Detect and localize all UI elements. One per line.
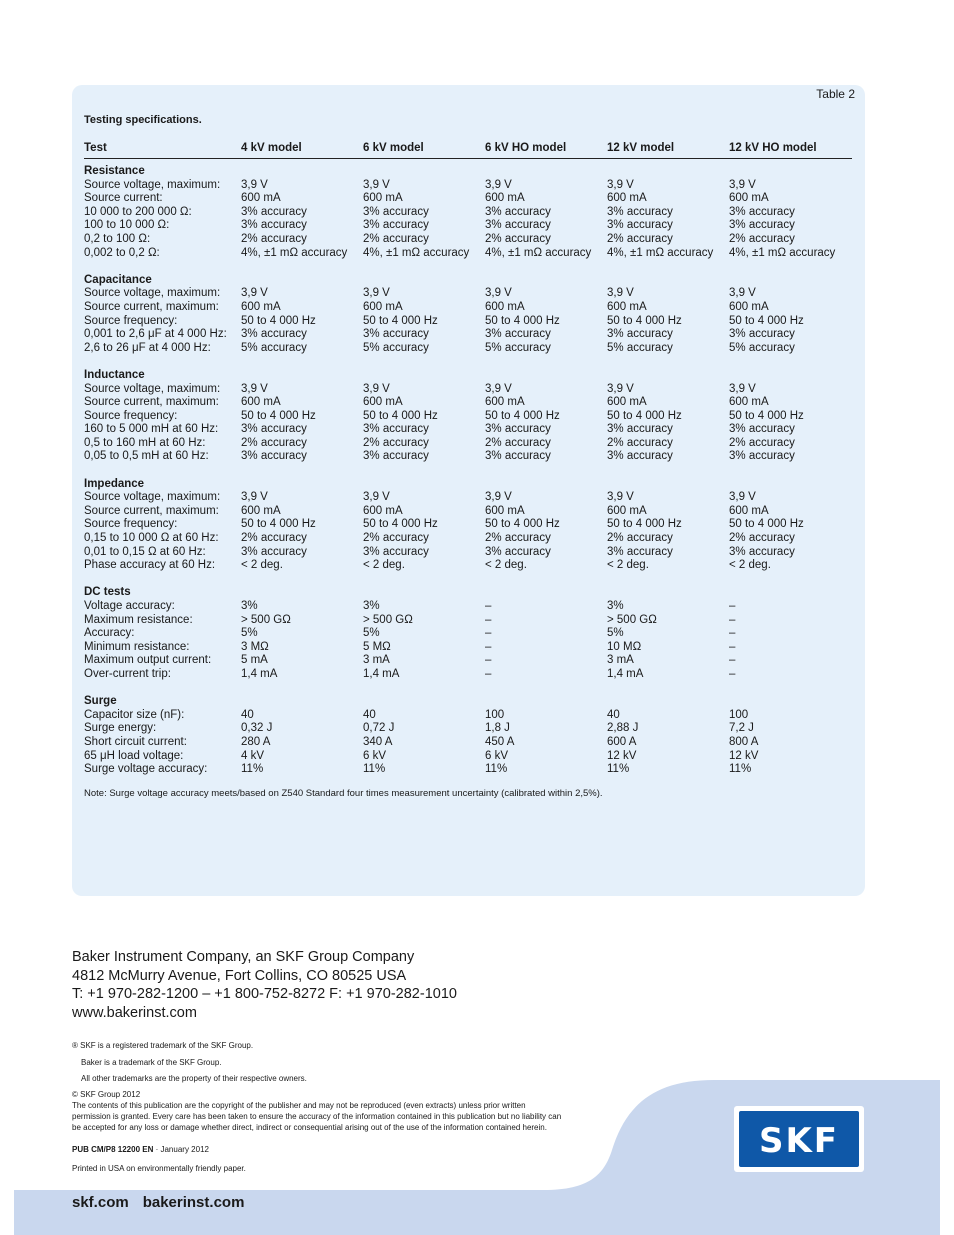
table-cell: 2% accuracy: [363, 436, 429, 449]
table-row: [84, 546, 864, 560]
table-cell: 280 A: [241, 735, 271, 748]
table-cell: < 2 deg.: [241, 559, 283, 572]
table-cell: 40: [241, 708, 254, 721]
skf-link[interactable]: skf.com: [72, 1194, 129, 1211]
table-row: [84, 437, 864, 451]
table-row: [84, 179, 864, 193]
table-cell: 50 to 4 000 Hz: [729, 518, 804, 531]
table-cell: 3,9 V: [607, 287, 634, 300]
table-cell: 3% accuracy: [729, 423, 795, 436]
table-row: [84, 315, 864, 329]
publication-date: · January 2012: [153, 1145, 209, 1154]
table-cell: 100: [729, 708, 749, 721]
table-cell: 3,9 V: [485, 382, 512, 395]
table-cell: 3% accuracy: [241, 450, 307, 463]
table-cell: 5%: [607, 627, 624, 640]
table-cell: 2% accuracy: [241, 532, 307, 545]
section-title: Surge: [84, 695, 117, 708]
row-label: 100 to 10 000 Ω:: [84, 219, 170, 232]
table-cell: 5% accuracy: [729, 341, 795, 354]
row-label: 0,01 to 0,15 Ω at 60 Hz:: [84, 545, 206, 558]
row-label: 0,15 to 10 000 Ω at 60 Hz:: [84, 532, 219, 545]
table-row: [84, 654, 864, 668]
table-row: [84, 559, 864, 573]
row-label: Capacitor size (nF):: [84, 708, 185, 721]
table-cell: 3 mA: [363, 654, 390, 667]
table-row: [84, 709, 864, 723]
table-cell: > 500 GΩ: [363, 613, 413, 626]
table-cell: 3,9 V: [485, 178, 512, 191]
table-row: [84, 301, 864, 315]
table-cell: 5 mA: [241, 654, 268, 667]
table-header-row: [84, 140, 852, 159]
table-cell: 3% accuracy: [729, 219, 795, 232]
printed-note: Printed in USA on environmentally friendly paper.: [72, 1164, 246, 1173]
column-header: Test: [84, 142, 107, 154]
table-cell: 2% accuracy: [729, 436, 795, 449]
street-address: 4812 McMurry Avenue, Fort Collins, CO 80525 USA: [72, 967, 407, 984]
table-cell: 50 to 4 000 Hz: [363, 314, 438, 327]
table-cell: 4%, ±1 mΩ accuracy: [363, 246, 470, 259]
row-label: Maximum output current:: [84, 654, 212, 667]
row-label: Source voltage, maximum:: [84, 382, 221, 395]
table-cell: 12 kV: [729, 749, 759, 762]
table-cell: 2% accuracy: [607, 532, 673, 545]
table-row: [84, 233, 864, 247]
table-cell: 600 mA: [485, 192, 525, 205]
table-row: [84, 450, 864, 464]
table-cell: 3 mA: [607, 654, 634, 667]
table-cell: 100: [485, 708, 505, 721]
table-cell: 3% accuracy: [485, 328, 551, 341]
table-cell: 3% accuracy: [607, 219, 673, 232]
table-cell: 3% accuracy: [485, 450, 551, 463]
table-cell: < 2 deg.: [729, 559, 771, 572]
table-row: [84, 206, 864, 220]
table-cell: 600 mA: [729, 192, 769, 205]
table-cell: 0,32 J: [241, 722, 273, 735]
table-cell: 3% accuracy: [363, 328, 429, 341]
column-header: 4 kV model: [241, 142, 302, 154]
table-cell: 2% accuracy: [485, 436, 551, 449]
table-cell: 600 mA: [485, 504, 525, 517]
skf-logo-mark: [734, 1106, 864, 1172]
table-row: [84, 750, 864, 764]
table-cell: 600 mA: [241, 504, 281, 517]
table-cell: 1,4 mA: [607, 667, 644, 680]
row-label: 2,6 to 26 μF at 4 000 Hz:: [84, 341, 211, 354]
table-cell: 600 mA: [607, 300, 647, 313]
table-row: [84, 383, 864, 397]
row-label: Maximum resistance:: [84, 613, 193, 626]
table-cell: 600 mA: [363, 192, 403, 205]
table-cell: 1,4 mA: [241, 667, 278, 680]
table-row: [84, 396, 864, 410]
table-cell: 2% accuracy: [363, 232, 429, 245]
section-inductance: [84, 369, 864, 464]
table-cell: 50 to 4 000 Hz: [607, 518, 682, 531]
skf-logo: [734, 1106, 864, 1172]
table-cell: 3,9 V: [363, 287, 390, 300]
table-cell: < 2 deg.: [607, 559, 649, 572]
table-cell: 600 A: [607, 735, 637, 748]
table-cell: 5% accuracy: [241, 341, 307, 354]
table-cell: 3% accuracy: [729, 328, 795, 341]
table-row: [84, 736, 864, 750]
table-cell: 3% accuracy: [607, 328, 673, 341]
table-cell: 3% accuracy: [485, 205, 551, 218]
table-cell: < 2 deg.: [485, 559, 527, 572]
table-cell: 5% accuracy: [607, 341, 673, 354]
table-cell: 4%, ±1 mΩ accuracy: [729, 246, 836, 259]
table-cell: 3,9 V: [241, 382, 268, 395]
table-cell: –: [485, 667, 492, 680]
table-cell: < 2 deg.: [363, 559, 405, 572]
table-cell: 50 to 4 000 Hz: [241, 314, 316, 327]
table-row: [84, 600, 864, 614]
table-cell: 600 mA: [363, 396, 403, 409]
table-cell: 1,4 mA: [363, 667, 400, 680]
table-cell: 3,9 V: [729, 382, 756, 395]
table-row: [84, 518, 864, 532]
table-cell: 600 mA: [729, 504, 769, 517]
table-cell: 0,72 J: [363, 722, 395, 735]
table-cell: 50 to 4 000 Hz: [241, 409, 316, 422]
table-cell: 3,9 V: [607, 178, 634, 191]
table-row: [84, 219, 864, 233]
table-cell: 2% accuracy: [241, 232, 307, 245]
table-cell: 3,9 V: [241, 287, 268, 300]
spec-table-panel: [72, 85, 865, 896]
table-cell: 600 mA: [607, 504, 647, 517]
column-header: 12 kV model: [607, 142, 675, 154]
table-cell: 5% accuracy: [485, 341, 551, 354]
table-cell: 600 mA: [363, 300, 403, 313]
table-cell: 2% accuracy: [729, 232, 795, 245]
table-cell: 3,9 V: [729, 491, 756, 504]
table-cell: 3% accuracy: [363, 219, 429, 232]
table-cell: 3%: [607, 600, 624, 612]
table-cell: 600 mA: [363, 504, 403, 517]
table-cell: –: [729, 627, 736, 640]
table-row: [84, 192, 864, 206]
table-note: Note: Surge voltage accuracy meets/based on Z540 Standard four times measurement uncertainty (calibrated within 2,5%).: [84, 788, 603, 799]
table-cell: 6 kV: [485, 749, 509, 762]
table-cell: –: [729, 640, 736, 653]
row-label: Minimum resistance:: [84, 640, 190, 653]
table-cell: 12 kV: [607, 749, 637, 762]
table-cell: 3,9 V: [607, 382, 634, 395]
table-cell: 4%, ±1 mΩ accuracy: [241, 246, 348, 259]
row-label: 0,001 to 2,6 μF at 4 000 Hz:: [84, 328, 227, 341]
table-cell: 3% accuracy: [241, 219, 307, 232]
table-cell: –: [729, 600, 736, 612]
section-resistance: [84, 165, 864, 260]
website-link[interactable]: www.bakerinst.com: [72, 1004, 197, 1021]
table-cell: 5%: [363, 627, 380, 640]
table-cell: 2% accuracy: [485, 532, 551, 545]
company-name: Baker Instrument Company, an SKF Group Company: [72, 949, 415, 965]
table-cell: 3,9 V: [729, 287, 756, 300]
row-label: Over-current trip:: [84, 667, 171, 680]
table-cell: 11%: [363, 763, 386, 776]
table-cell: 3%: [363, 600, 380, 612]
table-cell: 3%: [241, 600, 258, 612]
table-cell: 2% accuracy: [729, 532, 795, 545]
table-row: [84, 668, 864, 682]
table-cell: 3% accuracy: [485, 423, 551, 436]
table-cell: 340 A: [363, 735, 393, 748]
section-title: DC tests: [84, 586, 131, 599]
table-cell: 50 to 4 000 Hz: [729, 409, 804, 422]
row-label: Source frequency:: [84, 314, 178, 327]
table-row: [84, 328, 864, 342]
table-cell: 50 to 4 000 Hz: [607, 314, 682, 327]
table-cell: 2,88 J: [607, 722, 639, 735]
row-label: Source current, maximum:: [84, 396, 219, 409]
publication-number: PUB CM/P8 12200 EN: [72, 1145, 154, 1154]
row-label: Source voltage, maximum:: [84, 491, 221, 504]
table-row: [84, 505, 864, 519]
table-cell: 3,9 V: [607, 491, 634, 504]
table-cell: 3% accuracy: [241, 545, 307, 558]
table-cell: 3% accuracy: [607, 450, 673, 463]
table-cell: 11%: [485, 763, 508, 776]
skf-logo-text: SKF: [758, 1121, 840, 1161]
table-body: [84, 165, 864, 790]
table-cell: 11%: [729, 763, 752, 776]
disclaimer-line-3: be accepted for any loss or damage whether direct, indirect or consequential arising out of the use of the information contained herein.: [72, 1123, 547, 1132]
table-cell: 4 kV: [241, 749, 265, 762]
table-cell: 7,2 J: [729, 722, 754, 735]
section-title: Impedance: [84, 477, 145, 490]
table-cell: 50 to 4 000 Hz: [607, 409, 682, 422]
disclaimer-line-1: The contents of this publication are the copyright of the publisher and may not be reproduced (even extracts) unless prior written: [72, 1101, 526, 1110]
table-cell: 600 mA: [485, 300, 525, 313]
row-label: Source current, maximum:: [84, 300, 219, 313]
row-label: Source frequency:: [84, 518, 178, 531]
table-row: [84, 423, 864, 437]
section-dc-tests: [84, 586, 864, 681]
table-row: [84, 641, 864, 655]
table-cell: 2% accuracy: [607, 436, 673, 449]
table-cell: 50 to 4 000 Hz: [363, 518, 438, 531]
table-cell: 40: [363, 708, 376, 721]
table-cell: 50 to 4 000 Hz: [485, 314, 560, 327]
table-label: Table 2: [816, 87, 855, 101]
table-cell: 600 mA: [485, 396, 525, 409]
table-cell: –: [729, 613, 736, 626]
copyright: © SKF Group 2012: [72, 1090, 141, 1099]
column-header: 12 kV HO model: [729, 142, 817, 154]
table-caption: Testing specifications.: [84, 114, 202, 126]
table-cell: 10 MΩ: [607, 640, 642, 653]
table-cell: 600 mA: [241, 300, 281, 313]
column-header: 6 kV model: [363, 142, 424, 154]
row-label: Source current:: [84, 192, 163, 205]
column-header: 6 kV HO model: [485, 142, 567, 154]
table-cell: 4%, ±1 mΩ accuracy: [607, 246, 714, 259]
table-row: [84, 342, 864, 356]
row-label: 160 to 5 000 mH at 60 Hz:: [84, 423, 219, 436]
row-label: 0,002 to 0,2 Ω:: [84, 246, 160, 259]
table-cell: –: [485, 600, 492, 612]
table-row: [84, 614, 864, 628]
table-cell: 50 to 4 000 Hz: [729, 314, 804, 327]
table-cell: 3% accuracy: [241, 205, 307, 218]
row-label: 65 μH load voltage:: [84, 749, 184, 762]
table-cell: 3,9 V: [363, 491, 390, 504]
table-cell: 5 MΩ: [363, 640, 391, 653]
table-cell: –: [485, 654, 492, 667]
trademark-baker: Baker is a trademark of the SKF Group.: [81, 1058, 222, 1067]
table-cell: 2% accuracy: [485, 232, 551, 245]
table-cell: –: [729, 667, 736, 680]
table-cell: 600 mA: [729, 300, 769, 313]
section-capacitance: [84, 274, 864, 356]
table-row: [84, 763, 864, 777]
table-cell: 3,9 V: [241, 178, 268, 191]
table-cell: 3 MΩ: [241, 640, 269, 653]
row-label: 0,05 to 0,5 mH at 60 Hz:: [84, 450, 209, 463]
table-cell: 6 kV: [363, 749, 387, 762]
bakerinst-link[interactable]: bakerinst.com: [142, 1194, 245, 1211]
table-cell: –: [485, 627, 492, 640]
table-cell: 3% accuracy: [363, 205, 429, 218]
section-impedance: [84, 478, 864, 573]
table-cell: –: [485, 640, 492, 653]
table-cell: –: [485, 613, 492, 626]
footer-links: [72, 1194, 258, 1211]
table-cell: 3% accuracy: [241, 423, 307, 436]
table-cell: 3% accuracy: [607, 545, 673, 558]
table-cell: 3% accuracy: [241, 328, 307, 341]
table-cell: 4%, ±1 mΩ accuracy: [485, 246, 592, 259]
trademark-skf: ® SKF is a registered trademark of the SKF Group.: [72, 1041, 254, 1050]
table-cell: 3,9 V: [363, 178, 390, 191]
table-cell: 11%: [241, 763, 264, 776]
table-cell: 2% accuracy: [363, 532, 429, 545]
table-cell: 3% accuracy: [729, 205, 795, 218]
table-cell: 3% accuracy: [607, 205, 673, 218]
table-cell: 5%: [241, 627, 258, 640]
section-title: Resistance: [84, 165, 145, 177]
table-row: [84, 627, 864, 641]
row-label: 0,2 to 100 Ω:: [84, 232, 151, 245]
table-cell: 600 mA: [241, 396, 281, 409]
trademark-other: All other trademarks are the property of their respective owners.: [81, 1074, 307, 1083]
row-label: Surge energy:: [84, 722, 157, 735]
table-cell: 3% accuracy: [485, 545, 551, 558]
table-cell: 3% accuracy: [363, 545, 429, 558]
row-label: Source voltage, maximum:: [84, 178, 221, 191]
table-cell: 600 mA: [729, 396, 769, 409]
row-label: Accuracy:: [84, 627, 135, 640]
table-row: [84, 491, 864, 505]
table-cell: 50 to 4 000 Hz: [485, 409, 560, 422]
table-cell: 3,9 V: [485, 491, 512, 504]
table-cell: 11%: [607, 763, 630, 776]
table-cell: 3% accuracy: [729, 450, 795, 463]
section-title: Inductance: [84, 368, 145, 381]
row-label: 0,5 to 160 mH at 60 Hz:: [84, 436, 206, 449]
table-cell: 600 mA: [607, 396, 647, 409]
table-row: [84, 287, 864, 301]
section-title: Capacitance: [84, 273, 152, 286]
company-address: [72, 948, 457, 1022]
table-cell: 3% accuracy: [729, 545, 795, 558]
table-cell: 3% accuracy: [363, 423, 429, 436]
table-cell: > 500 GΩ: [241, 613, 291, 626]
table-cell: > 500 GΩ: [607, 613, 657, 626]
table-cell: 600 mA: [607, 192, 647, 205]
table-cell: –: [729, 654, 736, 667]
table-cell: 800 A: [729, 735, 759, 748]
table-cell: 2% accuracy: [607, 232, 673, 245]
table-cell: 3% accuracy: [363, 450, 429, 463]
table-cell: 600 mA: [241, 192, 281, 205]
table-cell: 50 to 4 000 Hz: [241, 518, 316, 531]
row-label: Short circuit current:: [84, 735, 187, 748]
table-cell: 50 to 4 000 Hz: [485, 518, 560, 531]
table-cell: 3% accuracy: [607, 423, 673, 436]
table-cell: 3,9 V: [241, 491, 268, 504]
row-label: Surge voltage accuracy:: [84, 763, 208, 776]
disclaimer-line-2: permission is granted. Every care has been taken to ensure the accuracy of the information contained in this publication but no liability can: [72, 1112, 562, 1121]
table-cell: 3,9 V: [729, 178, 756, 191]
row-label: Voltage accuracy:: [84, 600, 175, 612]
table-cell: 5% accuracy: [363, 341, 429, 354]
table-cell: 3% accuracy: [485, 219, 551, 232]
table-cell: 450 A: [485, 735, 515, 748]
table-row: [84, 410, 864, 424]
row-label: 10 000 to 200 000 Ω:: [84, 205, 192, 218]
table-row: [84, 722, 864, 736]
table-cell: 40: [607, 708, 620, 721]
table-cell: 50 to 4 000 Hz: [363, 409, 438, 422]
table-row: [84, 532, 864, 546]
table-cell: 3,9 V: [485, 287, 512, 300]
table-cell: 1,8 J: [485, 722, 510, 735]
row-label: Source voltage, maximum:: [84, 287, 221, 300]
row-label: Source current, maximum:: [84, 504, 219, 517]
table-cell: 3,9 V: [363, 382, 390, 395]
phone-numbers: T: +1 970-282-1200 – +1 800-752-8272 F: +1 970-282-1010: [72, 986, 457, 1002]
table-row: [84, 247, 864, 261]
row-label: Phase accuracy at 60 Hz:: [84, 559, 216, 572]
table-cell: 2% accuracy: [241, 436, 307, 449]
section-surge: [84, 695, 864, 777]
row-label: Source frequency:: [84, 409, 178, 422]
